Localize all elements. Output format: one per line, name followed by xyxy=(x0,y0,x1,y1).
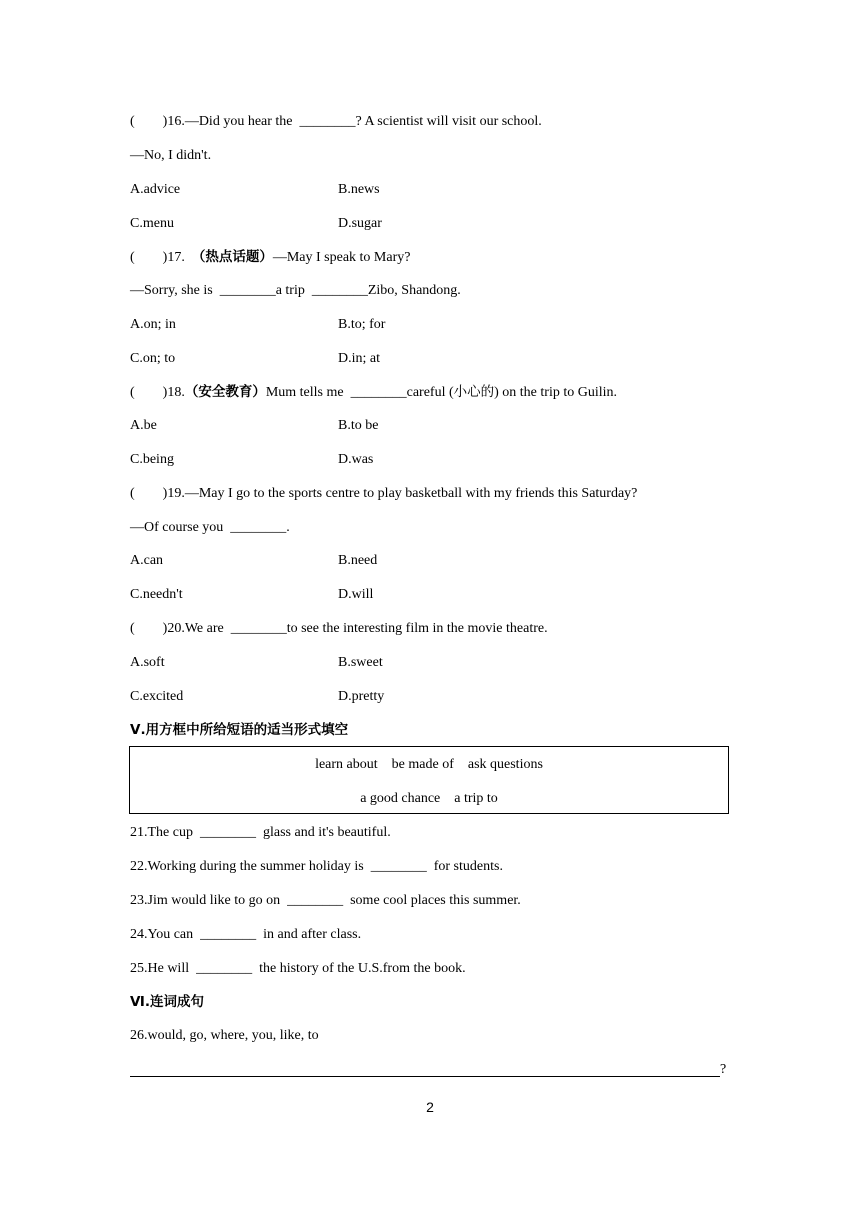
question-20-stem: ( )20.We are ________to see the interesting film in the movie theatre. xyxy=(130,621,548,636)
question-18-stem xyxy=(130,383,617,402)
q17-option-a: A.on; in xyxy=(130,317,176,332)
question-19-reply: —Of course you ________. xyxy=(130,520,290,535)
q16-option-b: B.news xyxy=(338,182,380,197)
q19-option-d: D.will xyxy=(338,587,374,602)
item-26: 26.would, go, where, you, like, to xyxy=(130,1028,319,1043)
q18-chinese-hint: 小心的 xyxy=(453,384,495,400)
item-25: 25.He will ________ the history of the U.S.from the book. xyxy=(130,961,466,976)
q16-option-d: D.sugar xyxy=(338,216,382,231)
q19-option-b: B.need xyxy=(338,553,378,568)
q18-option-c: C.being xyxy=(130,452,174,467)
q18-rest-1: Mum tells me ________careful ( xyxy=(265,385,454,400)
q18-prefix: ( )18. xyxy=(130,385,185,400)
q17-rest: —May I speak to Mary? xyxy=(272,250,411,265)
q20-option-c: C.excited xyxy=(130,689,184,704)
item-24: 24.You can ________ in and after class. xyxy=(130,927,362,942)
phrase-box xyxy=(129,746,729,814)
answer-line-26 xyxy=(130,1076,720,1077)
item-22: 22.Working during the summer holiday is ________ for students. xyxy=(130,859,503,874)
question-16-stem: ( )16.—Did you hear the ________? A scientist will visit our school. xyxy=(130,114,542,129)
q18-topic-tag: （安全教育） xyxy=(184,384,266,400)
phrase-box-row-1: learn about be made of ask questions xyxy=(315,757,543,772)
q18-option-d: D.was xyxy=(338,452,374,467)
question-19-stem: ( )19.—May I go to the sports centre to play basketball with my friends this Saturday? xyxy=(130,486,638,501)
answer-question-mark: ? xyxy=(720,1062,727,1077)
question-17-reply: —Sorry, she is ________a trip ________Zibo, Shandong. xyxy=(130,283,461,298)
phrase-box-row-2: a good chance a trip to xyxy=(360,791,498,806)
q20-option-d: D.pretty xyxy=(338,689,385,704)
section-5-heading: Ⅴ.用方框中所给短语的适当形式填空 xyxy=(130,722,349,738)
q18-rest-2: ) on the trip to Guilin. xyxy=(494,385,618,400)
q19-option-c: C.needn't xyxy=(130,587,183,602)
section-6-heading: Ⅵ.连词成句 xyxy=(130,994,204,1010)
q17-option-c: C.on; to xyxy=(130,351,176,366)
q19-option-a: A.can xyxy=(130,553,164,568)
q16-option-c: C.menu xyxy=(130,216,174,231)
q20-option-a: A.soft xyxy=(130,655,165,670)
q20-option-b: B.sweet xyxy=(338,655,383,670)
question-16-reply: —No, I didn't. xyxy=(130,148,212,163)
item-21: 21.The cup ________ glass and it's beautiful. xyxy=(130,825,391,840)
question-17-stem xyxy=(130,248,410,267)
q17-prefix: ( )17. xyxy=(130,250,192,265)
item-23: 23.Jim would like to go on ________ some cool places this summer. xyxy=(130,893,521,908)
q17-topic-tag: （热点话题） xyxy=(191,249,273,265)
q16-option-a: A.advice xyxy=(130,182,181,197)
q18-option-b: B.to be xyxy=(338,418,379,433)
q17-option-d: D.in; at xyxy=(338,351,380,366)
q18-option-a: A.be xyxy=(130,418,157,433)
q17-option-b: B.to; for xyxy=(338,317,386,332)
page-number: 2 xyxy=(426,1099,434,1115)
